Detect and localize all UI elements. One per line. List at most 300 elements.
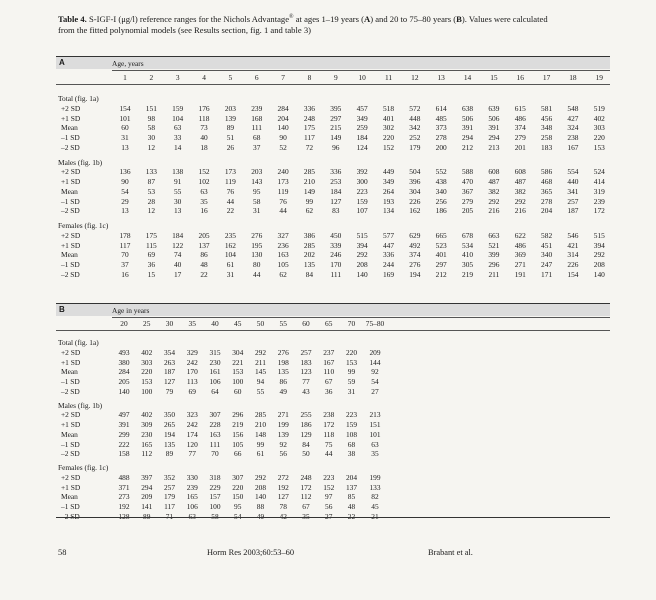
table-cell: 165 (186, 492, 198, 502)
section-b-cols-rule (56, 330, 610, 331)
table-cell: 27 (371, 386, 379, 396)
table-cell: 440 (567, 177, 579, 186)
table-cell: 44 (226, 196, 235, 206)
table-cell: 199 (277, 420, 289, 429)
table-cell: 128 (118, 511, 130, 521)
table-cell: 252 (409, 133, 421, 142)
table-cell: 75 (325, 439, 333, 449)
table-cell: 22 (200, 269, 208, 279)
table-cell: 85 (347, 492, 356, 502)
table-cell: 220 (141, 367, 153, 377)
table-cell: 63 (173, 123, 182, 133)
table-cell: 327 (277, 230, 289, 240)
row-label: –2 SD (61, 269, 80, 279)
row-label: –1 SD (61, 502, 80, 511)
table-cell: 186 (300, 420, 312, 429)
table-cell: 399 (488, 250, 500, 260)
table-cell: 153 (345, 357, 358, 367)
table-cell: 279 (514, 133, 526, 142)
table-cell: 340 (541, 250, 553, 260)
column-header: 11 (384, 73, 393, 82)
table-cell: 534 (462, 240, 474, 250)
row-label: –2 SD (61, 142, 80, 152)
row-label: –1 SD (61, 439, 80, 449)
row-label: Mean (61, 123, 78, 133)
table-cell: 90 (279, 133, 287, 142)
row-label: +2 SD (61, 472, 81, 482)
column-header: 9 (333, 73, 338, 82)
table-cell: 172 (300, 482, 312, 492)
table-cell: 554 (567, 167, 579, 177)
table-cell: 427 (567, 113, 579, 123)
table-cell: 365 (541, 186, 553, 196)
table-cell: 297 (330, 113, 342, 123)
table-cell: 154 (567, 269, 579, 279)
row-label: +1 SD (61, 420, 81, 429)
table-cell: 205 (198, 230, 210, 240)
group-title: Total (fig. 1a) (58, 94, 99, 103)
table-cell: 48 (347, 502, 356, 511)
table-cell: 212 (435, 269, 447, 279)
table-cell: 292 (254, 472, 267, 482)
table-cell: 118 (198, 113, 210, 123)
table-cell: 608 (514, 167, 526, 177)
table-cell: 100 (232, 377, 244, 386)
table-cell: 450 (330, 230, 342, 240)
table-cell: 152 (198, 167, 210, 177)
table-cell: 44 (325, 449, 333, 459)
table-cell: 184 (356, 133, 368, 142)
table-cell: 117 (164, 502, 175, 511)
page-number: 58 (58, 548, 67, 557)
table-cell: 238 (323, 410, 335, 420)
table-cell: 170 (330, 260, 342, 269)
table-cell: 117 (119, 240, 131, 250)
table-cell: 52 (279, 142, 287, 152)
table-cell: 247 (541, 260, 553, 269)
table-cell: 235 (224, 230, 236, 240)
table-cell: 112 (300, 492, 312, 502)
table-cell: 157 (209, 492, 221, 502)
section-a-top-rule (56, 56, 610, 57)
table-cell: 448 (409, 113, 421, 123)
table-cell: 285 (303, 167, 315, 177)
table-cell: 486 (514, 113, 526, 123)
table-cell: 239 (251, 103, 263, 113)
column-header: 16 (516, 73, 524, 82)
table-cell: 402 (593, 113, 605, 123)
column-header: 25 (143, 319, 151, 328)
table-cell: 296 (232, 410, 244, 420)
group-title: Males (fig. 1b) (58, 400, 103, 410)
table-cell: 211 (255, 357, 266, 367)
table-cell: 37 (121, 260, 129, 269)
column-header: 15 (490, 73, 498, 82)
table-cell: 212 (462, 142, 474, 152)
table-cell: 22 (347, 511, 356, 521)
table-cell: 339 (330, 240, 342, 250)
table-cell: 145 (254, 367, 267, 377)
table-cell: 118 (323, 429, 335, 439)
table-cell: 205 (462, 206, 474, 216)
table-cell: 124 (356, 142, 368, 152)
table-cell: 402 (141, 347, 153, 357)
table-cell: 30 (173, 196, 182, 206)
section-a-letter: A (59, 58, 65, 67)
table-cell: 66 (234, 449, 242, 459)
table-cell: 60 (234, 386, 242, 396)
table-cell: 204 (277, 113, 289, 123)
table-cell: 354 (163, 347, 176, 357)
table-cell: 240 (277, 167, 289, 177)
row-label: –1 SD (61, 260, 80, 269)
caption-text-c: ) and 20 to 75–80 years ( (370, 13, 457, 24)
table-cell: 309 (141, 420, 153, 429)
table-cell: 53 (147, 186, 156, 196)
table-cell: 292 (356, 250, 368, 260)
table-cell: 449 (382, 167, 395, 177)
table-cell: 323 (186, 410, 198, 420)
table-cell: 184 (172, 230, 184, 240)
table-cell: 278 (541, 196, 553, 206)
table-cell: 133 (145, 167, 157, 177)
table-cell: 264 (382, 186, 395, 196)
table-cell: 63 (200, 186, 208, 196)
table-cell: 111 (330, 269, 342, 279)
table-cell: 35 (302, 511, 310, 521)
caption-line-2: from the fitted polynomial models (see Results section, fig. 1 and table 3) (58, 24, 311, 35)
table-cell: 276 (277, 347, 289, 357)
table-cell: 45 (371, 502, 379, 511)
table-cell: 504 (409, 167, 421, 177)
table-cell: 394 (356, 240, 368, 250)
table-cell: 324 (567, 123, 579, 133)
table-cell: 523 (435, 240, 447, 250)
table-cell: 229 (209, 482, 221, 492)
table-cell: 204 (345, 472, 358, 482)
table-cell: 27 (325, 511, 333, 521)
table-cell: 169 (382, 269, 395, 279)
table-cell: 140 (277, 123, 289, 133)
table-cell: 629 (409, 230, 421, 240)
table-cell: 414 (593, 177, 605, 186)
table-cell: 154 (119, 103, 131, 113)
table-cell: 608 (488, 167, 500, 177)
table-cell: 299 (118, 429, 130, 439)
column-header: 7 (281, 73, 285, 82)
table-cell: 140 (593, 269, 605, 279)
table-cell: 257 (300, 347, 312, 357)
table-cell: 31 (121, 133, 129, 142)
table-cell: 546 (567, 230, 579, 240)
column-header: 18 (569, 73, 577, 82)
table-cell: 219 (232, 420, 244, 429)
table-cell: 61 (256, 449, 265, 459)
table-cell: 271 (277, 410, 289, 420)
table-cell: 162 (224, 240, 236, 250)
table-cell: 63 (371, 439, 379, 449)
table-cell: 586 (541, 167, 553, 177)
table-cell: 110 (323, 367, 335, 377)
column-header: 14 (463, 73, 472, 82)
table-cell: 74 (173, 250, 182, 260)
row-label: –1 SD (61, 196, 80, 206)
table-cell: 136 (119, 167, 131, 177)
table-cell: 219 (462, 269, 474, 279)
column-header: 60 (302, 319, 310, 328)
table-cell: 83 (332, 206, 340, 216)
row-label: +2 SD (61, 410, 81, 420)
table-cell: 97 (325, 492, 333, 502)
table-cell: 151 (145, 103, 157, 113)
table-cell: 139 (224, 113, 236, 123)
table-cell: 265 (163, 420, 176, 429)
column-header: 75–80 (365, 319, 385, 328)
table-cell: 173 (224, 167, 236, 177)
table-cell: 33 (173, 133, 182, 142)
table-cell: 205 (118, 377, 130, 386)
table-cell: 394 (593, 240, 605, 250)
row-label: Mean (61, 492, 78, 502)
table-cell: 248 (300, 472, 312, 482)
table-cell: 352 (163, 472, 176, 482)
table-cell: 167 (323, 357, 335, 367)
table-cell: 340 (435, 186, 447, 196)
table-cell: 255 (300, 410, 312, 420)
table-cell: 35 (200, 196, 208, 206)
table-cell: 487 (514, 177, 526, 186)
table-cell: 54 (234, 511, 242, 521)
table-cell: 382 (488, 186, 500, 196)
table-cell: 143 (251, 177, 263, 186)
table-cell: 58 (211, 511, 219, 521)
table-cell: 220 (232, 482, 244, 492)
table-cell: 485 (435, 113, 447, 123)
caption-text-b: at ages 1–19 years ( (293, 13, 364, 24)
table-cell: 30 (147, 133, 156, 142)
table-cell: 73 (200, 123, 208, 133)
table-cell: 302 (382, 123, 395, 133)
table-cell: 208 (593, 260, 605, 269)
table-cell: 104 (172, 113, 184, 123)
table-cell: 61 (226, 260, 235, 269)
table-cell: 179 (409, 142, 421, 152)
section-b-letter: B (59, 305, 65, 314)
table-cell: 59 (347, 377, 356, 386)
table-cell: 153 (141, 377, 153, 386)
table-cell: 524 (593, 167, 605, 177)
row-label: –2 SD (61, 449, 80, 459)
table-cell: 88 (256, 502, 265, 511)
table-cell: 106 (186, 502, 198, 511)
table-cell: 149 (330, 133, 342, 142)
table-cell: 374 (409, 250, 421, 260)
table-cell: 104 (224, 250, 236, 260)
table-cell: 391 (462, 123, 474, 133)
row-label: –1 SD (61, 377, 80, 386)
table-cell: 329 (186, 347, 198, 357)
table-cell: 138 (172, 167, 184, 177)
column-header: 2 (149, 73, 154, 82)
table-cell: 92 (371, 367, 379, 377)
table-cell: 135 (163, 439, 176, 449)
table-cell: 156 (232, 429, 244, 439)
table-cell: 152 (382, 142, 395, 152)
table-cell: 239 (186, 482, 198, 492)
table-cell: 149 (303, 186, 315, 196)
registered-mark: ® (289, 14, 294, 20)
table-cell: 148 (254, 429, 267, 439)
table-cell: 175 (145, 230, 157, 240)
table-cell: 349 (382, 177, 395, 186)
table-cell: 638 (462, 103, 474, 113)
table-cell: 447 (382, 240, 395, 250)
table-cell: 76 (279, 196, 287, 206)
table-cell: 285 (303, 240, 315, 250)
table-cell: 210 (254, 420, 267, 429)
table-cell: 35 (371, 449, 379, 459)
row-label: –2 SD (61, 386, 80, 396)
table-cell: 402 (141, 410, 153, 420)
table-cell: 28 (147, 196, 156, 206)
table-cell: 582 (541, 230, 553, 240)
table-cell: 101 (119, 113, 131, 123)
group-title: Females (fig. 1c) (58, 221, 109, 230)
table-cell: 284 (118, 367, 130, 377)
table-cell: 226 (567, 260, 579, 269)
table-cell: 86 (200, 250, 208, 260)
table-cell: 18 (200, 142, 208, 152)
table-cell: 158 (118, 449, 130, 459)
table-cell: 548 (567, 103, 579, 113)
table-cell: 194 (163, 429, 176, 439)
table-cell: 336 (330, 167, 342, 177)
table-cell: 192 (277, 482, 289, 492)
table-cell: 67 (325, 377, 333, 386)
table-cell: 350 (163, 410, 176, 420)
table-cell: 315 (209, 347, 221, 357)
table-cell: 314 (567, 250, 579, 260)
table-cell: 178 (119, 230, 131, 240)
table-cell: 216 (514, 206, 526, 216)
table-cell: 438 (435, 177, 447, 186)
table-cell: 168 (251, 113, 263, 123)
table-cell: 552 (435, 167, 447, 177)
table-cell: 89 (143, 511, 151, 521)
table-cell: 220 (345, 347, 358, 357)
table-cell: 17 (173, 269, 182, 279)
table-cell: 139 (277, 429, 289, 439)
table-cell: 191 (514, 269, 526, 279)
row-label: –2 SD (61, 511, 80, 521)
table-cell: 37 (253, 142, 261, 152)
table-cell: 304 (232, 347, 244, 357)
table-cell: 487 (488, 177, 500, 186)
table-cell: 13 (121, 142, 129, 152)
table-cell: 665 (435, 230, 447, 240)
table-cell: 159 (345, 420, 358, 429)
table-cell: 68 (347, 439, 356, 449)
caption-bold-a: A (364, 13, 371, 24)
table-cell: 95 (253, 186, 261, 196)
table-cell: 100 (141, 386, 153, 396)
table-cell: 134 (382, 206, 395, 216)
table-cell: 348 (541, 123, 553, 133)
table-cell: 221 (232, 357, 244, 367)
table-cell: 242 (186, 420, 198, 429)
table-cell: 236 (277, 240, 289, 250)
table-cell: 163 (277, 250, 289, 260)
column-header: 3 (175, 73, 180, 82)
table-cell: 199 (369, 472, 381, 482)
table-cell: 468 (541, 177, 553, 186)
table-cell: 318 (209, 472, 221, 482)
table-cell: 107 (356, 206, 368, 216)
table-cell: 201 (514, 142, 526, 152)
row-label: +2 SD (61, 103, 81, 113)
table-cell: 279 (462, 196, 474, 206)
table-cell: 90 (121, 177, 129, 186)
table-cell: 186 (435, 206, 447, 216)
table-cell: 663 (488, 230, 500, 240)
table-cell: 614 (435, 103, 447, 113)
table-cell: 140 (254, 492, 267, 502)
table-cell: 183 (300, 357, 312, 367)
table-cell: 122 (172, 240, 184, 250)
table-cell: 21 (371, 511, 379, 521)
table-cell: 172 (593, 206, 605, 216)
table-cell: 40 (200, 133, 208, 142)
row-label: +2 SD (61, 230, 81, 240)
table-cell: 105 (232, 439, 244, 449)
table-cell: 276 (251, 230, 263, 240)
row-label: +1 SD (61, 482, 81, 492)
table-cell: 210 (303, 177, 315, 186)
table-cell: 140 (356, 269, 368, 279)
table-cell: 86 (279, 377, 287, 386)
table-cell: 577 (382, 230, 395, 240)
table-cell: 374 (514, 123, 526, 133)
table-cell: 176 (198, 103, 210, 113)
table-cell: 230 (209, 357, 221, 367)
table-cell: 395 (330, 103, 342, 113)
table-cell: 622 (514, 230, 526, 240)
table-cell: 64 (211, 386, 219, 396)
row-label: +2 SD (61, 167, 81, 177)
table-cell: 63 (188, 511, 196, 521)
table-cell: 175 (303, 123, 315, 133)
table-cell: 215 (330, 123, 342, 133)
table-cell: 304 (409, 186, 421, 196)
table-cell: 307 (232, 472, 244, 482)
table-cell: 54 (371, 377, 379, 386)
table-cell: 60 (121, 123, 129, 133)
column-header: 1 (123, 73, 127, 82)
section-a-header-label: Age, years (112, 59, 144, 68)
table-cell: 319 (593, 186, 605, 196)
table-cell: 292 (514, 196, 526, 206)
table-cell: 117 (304, 133, 315, 142)
column-header: 50 (256, 319, 265, 328)
table-cell: 194 (409, 269, 421, 279)
table-label: Table 4. (58, 13, 87, 24)
column-header: 12 (411, 73, 419, 82)
table-cell: 203 (224, 103, 236, 113)
table-cell: 36 (147, 260, 156, 269)
column-header: 40 (211, 319, 219, 328)
column-header: 35 (188, 319, 196, 328)
table-cell: 303 (141, 357, 153, 367)
